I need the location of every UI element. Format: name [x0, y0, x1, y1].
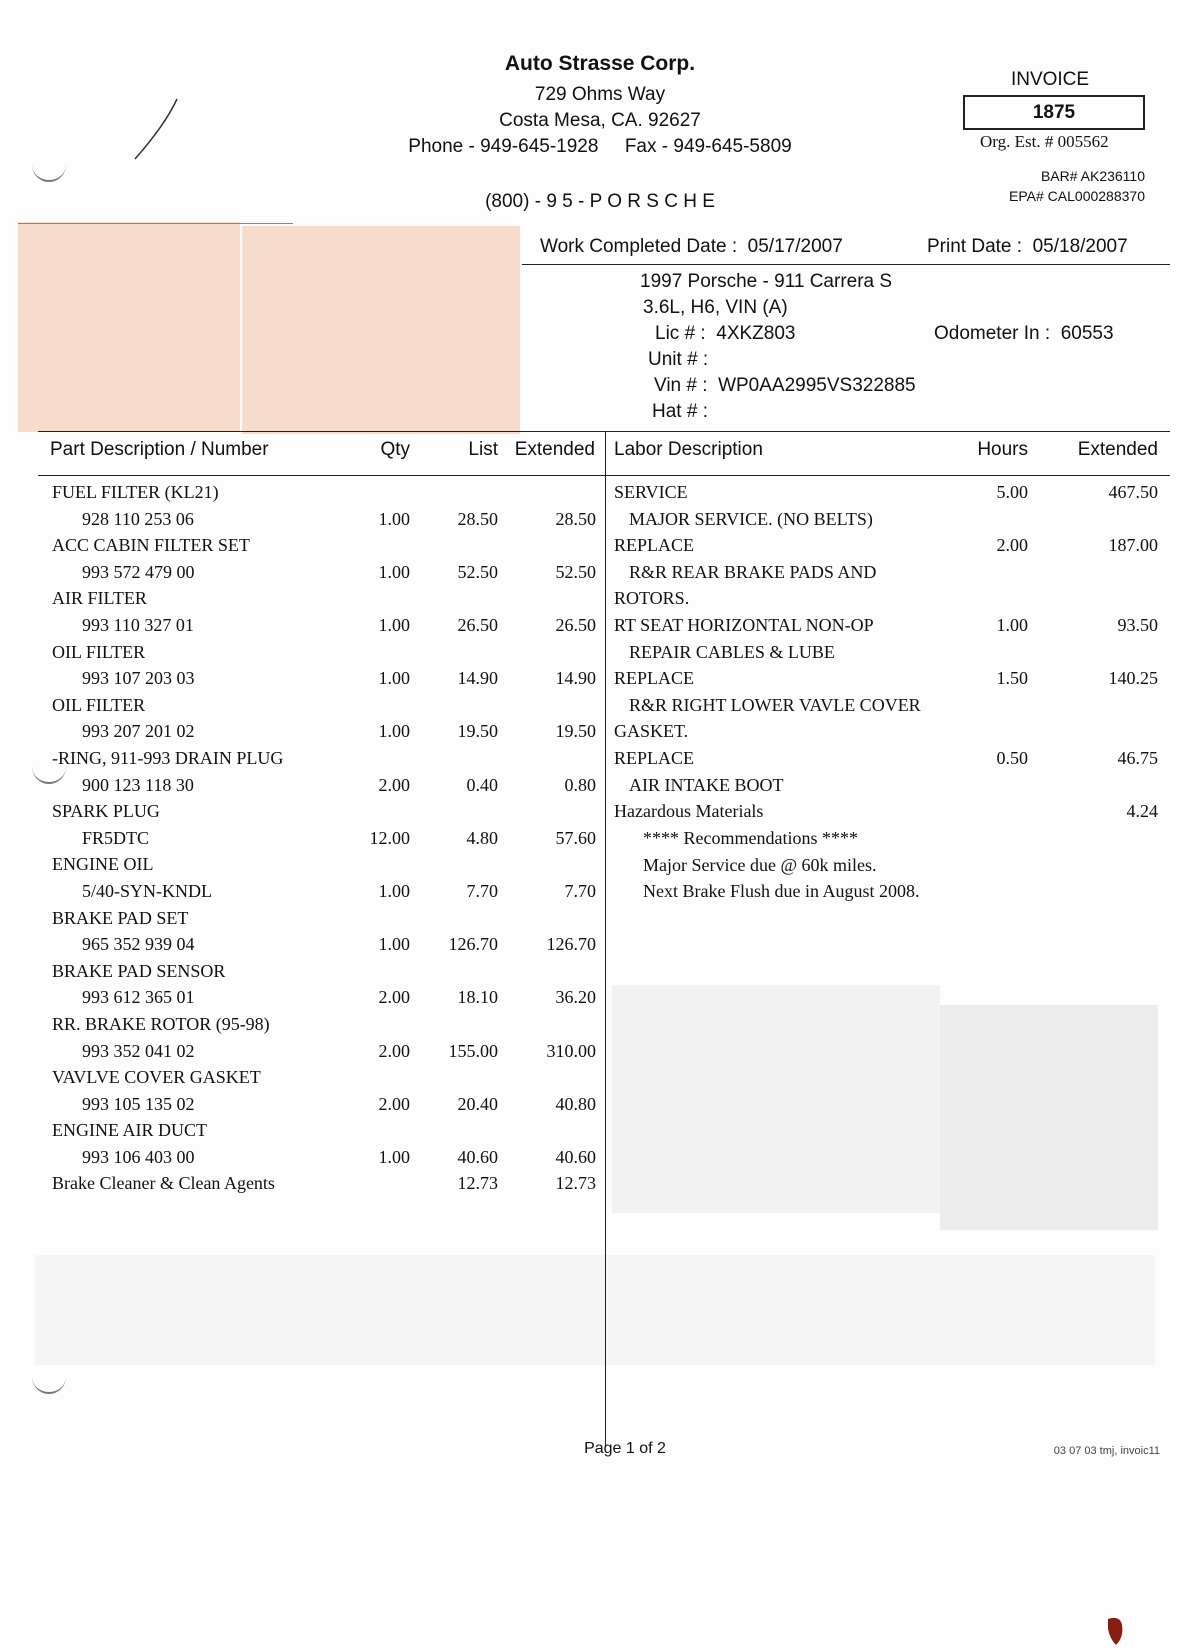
redacted-customer-info — [18, 222, 240, 432]
recommendation-line: Major Service due @ 60k miles. — [643, 855, 877, 875]
vehicle-engine: 3.6L, H6, VIN (A) — [643, 297, 788, 318]
odometer-in: Odometer In : 60553 — [934, 323, 1114, 344]
part-qty: 1.00 — [378, 881, 410, 901]
part-extended-price: 0.80 — [564, 775, 596, 795]
part-description: OIL FILTER — [52, 642, 146, 662]
labor-line: Hazardous Materials — [614, 801, 764, 821]
unit-number: Unit # : — [648, 349, 709, 370]
column-divider — [605, 431, 606, 1446]
invoice-number: 1875 — [963, 95, 1145, 130]
part-qty: 1.00 — [378, 1147, 410, 1167]
invoice-label: INVOICE — [1010, 69, 1090, 90]
part-number: 993 105 135 02 — [82, 1094, 195, 1114]
part-number: FR5DTC — [82, 828, 150, 848]
part-qty: 2.00 — [378, 1041, 410, 1061]
labor-line: AIR INTAKE BOOT — [629, 775, 784, 795]
part-extended-price: 40.80 — [555, 1094, 596, 1114]
part-extended-price: 40.60 — [555, 1147, 596, 1167]
header-qty: Qty — [380, 439, 410, 460]
part-description: BRAKE PAD SENSOR — [52, 961, 226, 981]
part-qty: 12.00 — [369, 828, 410, 848]
ink-blot-mark — [1100, 1615, 1130, 1650]
part-description: SPARK PLUG — [52, 801, 160, 821]
labor-line: R&R RIGHT LOWER VAVLE COVER — [629, 695, 921, 715]
part-number: 965 352 939 04 — [82, 934, 195, 954]
part-qty: 1.00 — [378, 668, 410, 688]
part-qty: 1.00 — [378, 934, 410, 954]
header-part-description: Part Description / Number — [50, 439, 269, 460]
part-number: 993 612 365 01 — [82, 987, 195, 1007]
part-extended-price: 7.70 — [564, 881, 596, 901]
part-qty: 2.00 — [378, 1094, 410, 1114]
labor-line: REPLACE — [614, 535, 695, 555]
labor-line: MAJOR SERVICE. (NO BELTS) — [629, 509, 873, 529]
labor-hours: 1.50 — [996, 668, 1028, 688]
labor-extended-price: 467.50 — [1108, 482, 1158, 502]
part-extended-price: 57.60 — [555, 828, 596, 848]
part-qty: 1.00 — [378, 721, 410, 741]
header-extended: Extended — [514, 439, 595, 460]
part-description: ACC CABIN FILTER SET — [52, 535, 250, 555]
part-number: 993 110 327 01 — [82, 615, 194, 635]
part-extended-price: 26.50 — [555, 615, 596, 635]
part-list-price: 20.40 — [457, 1094, 498, 1114]
part-list-price: 40.60 — [457, 1147, 498, 1167]
part-list-price: 18.10 — [457, 987, 498, 1007]
company-address: 729 Ohms Way — [534, 84, 666, 105]
part-extended-price: 36.20 — [555, 987, 596, 1007]
part-list-price: 52.50 — [457, 562, 498, 582]
part-extended-price: 28.50 — [555, 509, 596, 529]
form-code: 03 07 03 tmj, invoic11 — [1053, 1445, 1160, 1457]
work-completed-date: Work Completed Date : 05/17/2007 — [540, 236, 843, 257]
part-qty: 1.00 — [378, 615, 410, 635]
part-description: VAVLVE COVER GASKET — [52, 1067, 261, 1087]
company-tollfree: (800) - 9 5 - P O R S C H E — [485, 191, 715, 212]
labor-extended-price: 4.24 — [1126, 801, 1158, 821]
labor-extended-price: 93.50 — [1117, 615, 1158, 635]
part-qty: 2.00 — [378, 775, 410, 795]
recommendation-line: Next Brake Flush due in August 2008. — [643, 881, 920, 901]
part-description: FUEL FILTER (KL21) — [52, 482, 219, 502]
part-number: 5/40-SYN-KNDL — [82, 881, 212, 901]
punch-hole-mark — [32, 1370, 66, 1394]
faint-background-area — [35, 1255, 1155, 1365]
header-hours: Hours — [977, 439, 1028, 460]
part-description: ENGINE AIR DUCT — [52, 1120, 207, 1140]
pen-slash-mark — [125, 95, 185, 165]
part-extended-price: 52.50 — [555, 562, 596, 582]
part-number: 993 107 203 03 — [82, 668, 195, 688]
part-description: RR. BRAKE ROTOR (95-98) — [52, 1014, 270, 1034]
vehicle-model: 1997 Porsche - 911 Carrera S — [640, 271, 893, 292]
divider — [522, 264, 1170, 265]
part-list-price: 26.50 — [457, 615, 498, 635]
header-labor-description: Labor Description — [614, 439, 763, 460]
labor-hours: 0.50 — [996, 748, 1028, 768]
part-list-price: 7.70 — [466, 881, 498, 901]
part-number: 900 123 118 30 — [82, 775, 194, 795]
labor-line: SERVICE — [614, 482, 688, 502]
license-number: Lic # : 4XKZ803 — [655, 323, 796, 344]
part-list-price: 19.50 — [457, 721, 498, 741]
part-extended-price: 14.90 — [555, 668, 596, 688]
misc-part-extended: 12.73 — [555, 1173, 596, 1193]
epa-number: EPA# CAL000288370 — [1009, 188, 1145, 204]
labor-extended-price: 140.25 — [1108, 668, 1158, 688]
header-list: List — [468, 439, 498, 460]
part-qty: 1.00 — [378, 509, 410, 529]
labor-line: REPLACE — [614, 668, 695, 688]
labor-hours: 2.00 — [996, 535, 1028, 555]
part-description: AIR FILTER — [52, 588, 147, 608]
org-est-number: Org. Est. # 005562 — [980, 132, 1109, 151]
part-description: OIL FILTER — [52, 695, 146, 715]
faint-background-area — [940, 1005, 1158, 1230]
table-header-rule — [38, 475, 1170, 476]
part-qty: 1.00 — [378, 562, 410, 582]
misc-part-name: Brake Cleaner & Clean Agents — [52, 1173, 275, 1193]
misc-part-list: 12.73 — [457, 1173, 498, 1193]
labor-line: RT SEAT HORIZONTAL NON-OP — [614, 615, 874, 635]
company-name: Auto Strasse Corp. — [504, 52, 696, 75]
part-list-price: 14.90 — [457, 668, 498, 688]
bar-number: BAR# AK236110 — [1040, 168, 1145, 184]
faint-background-area — [612, 985, 940, 1213]
part-list-price: 155.00 — [448, 1041, 498, 1061]
vin-number: Vin # : WP0AA2995VS322885 — [654, 375, 916, 396]
labor-line: REPAIR CABLES & LUBE — [629, 642, 835, 662]
labor-line: REPLACE — [614, 748, 695, 768]
recommendations-title: **** Recommendations **** — [643, 828, 858, 848]
part-list-price: 0.40 — [466, 775, 498, 795]
labor-line: GASKET. — [614, 721, 689, 741]
hat-number: Hat # : — [652, 401, 708, 422]
part-list-price: 28.50 — [457, 509, 498, 529]
divider — [18, 223, 293, 224]
punch-hole-mark — [32, 158, 66, 182]
labor-hours: 5.00 — [996, 482, 1028, 502]
page-number: Page 1 of 2 — [584, 1440, 666, 1457]
part-extended-price: 126.70 — [546, 934, 596, 954]
print-date: Print Date : 05/18/2007 — [927, 236, 1128, 257]
part-list-price: 126.70 — [448, 934, 498, 954]
labor-line: R&R REAR BRAKE PADS AND — [629, 562, 877, 582]
part-number: 928 110 253 06 — [82, 509, 194, 529]
part-qty: 2.00 — [378, 987, 410, 1007]
part-number: 993 352 041 02 — [82, 1041, 195, 1061]
part-list-price: 4.80 — [466, 828, 498, 848]
part-extended-price: 19.50 — [555, 721, 596, 741]
part-number: 993 106 403 00 — [82, 1147, 195, 1167]
labor-hours: 1.00 — [996, 615, 1028, 635]
part-description: ENGINE OIL — [52, 854, 154, 874]
header-labor-extended: Extended — [1077, 439, 1158, 460]
table-top-rule — [38, 431, 1170, 432]
part-description: -RING, 911-993 DRAIN PLUG — [52, 748, 284, 768]
company-city: Costa Mesa, CA. 92627 — [499, 110, 701, 131]
labor-extended-price: 187.00 — [1108, 535, 1158, 555]
redacted-customer-info — [242, 226, 520, 434]
company-phone-fax: Phone - 949-645-1928 Fax - 949-645-5809 — [408, 136, 792, 157]
part-number: 993 572 479 00 — [82, 562, 195, 582]
part-description: BRAKE PAD SET — [52, 908, 189, 928]
labor-line: ROTORS. — [614, 588, 690, 608]
part-number: 993 207 201 02 — [82, 721, 195, 741]
part-extended-price: 310.00 — [546, 1041, 596, 1061]
labor-extended-price: 46.75 — [1117, 748, 1158, 768]
